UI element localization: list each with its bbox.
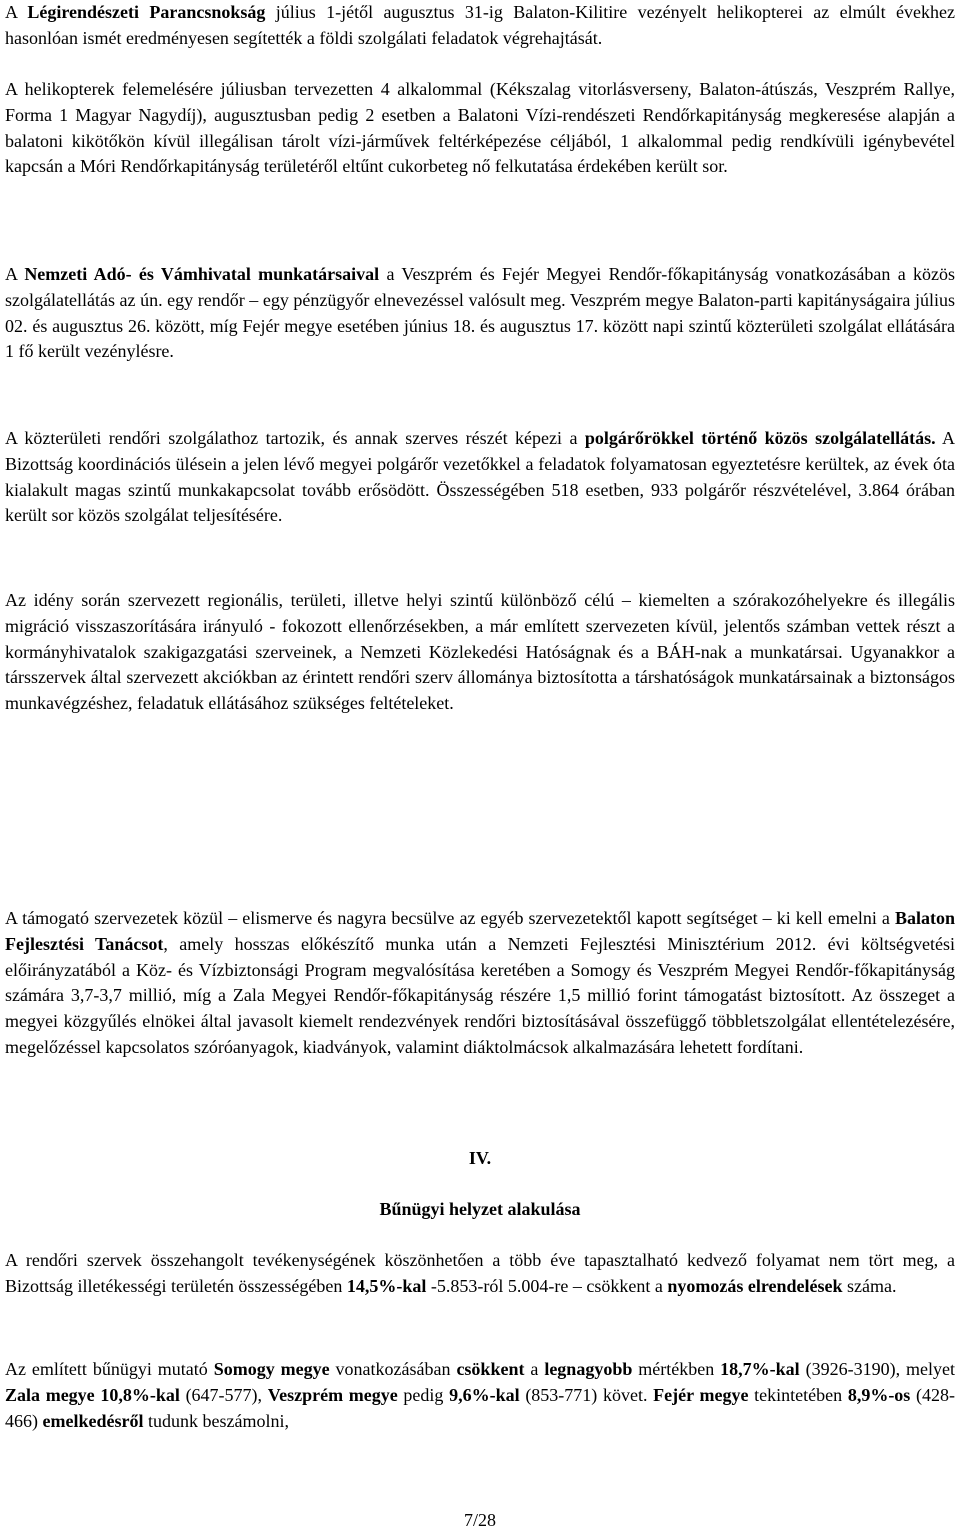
bold-text: legnagyobb — [544, 1359, 633, 1379]
bold-text: Fejér megye — [653, 1384, 749, 1405]
bold-text: nyomozás elrendelések — [667, 1275, 843, 1296]
section-title: Bűnügyi helyzet alakulása — [379, 1199, 581, 1219]
text-run: A közterületi rendőri szolgálathoz tartozik, és annak szerves részét képezi a — [5, 428, 585, 448]
paragraph-crime-trend — [5, 1248, 955, 1300]
bold-text: Zala megye 10,8%-kal — [5, 1384, 180, 1405]
text-run: A — [5, 264, 25, 284]
text-run: , amely hosszas előkészítő munka után a Nemzeti Fejlesztési Minisztérium 2012. évi költségvetési előirányzatából a Köz- és Vízbiztonsági Program megvalósítása keretében a Somogy és Veszprém Megyei Rendőr-főkapitányság számára 3,7-3,7 millió, míg a Zala Megyei Rendőr-főkapitányság részére 1,5 millió forint támogatást biztosított. Az összeget a megyei közgyűlés elnökei által javasolt kiemelt rendezvények rendőri biztosításával összefüggő többletszolgálat ellentételezésére, megelőzéssel kapcsolatos szóróanyagok, kiadványok, valamint diáktolmácsok alkalmazására lehetett fordítani. — [5, 933, 955, 1057]
text-run: A támogató szervezetek közül – elismerve és nagyra becsülve az egyéb szervezetektől kapott segítséget – ki kell emelni a — [5, 908, 895, 928]
bold-text: 9,6%-kal — [449, 1384, 520, 1405]
bold-text: Balaton Fejlesztési Tanácsot — [5, 908, 955, 954]
text-run: (3926-3190), melyet — [799, 1359, 956, 1379]
text-run: A — [5, 2, 28, 22]
bold-text: Nemzeti Adó- és Vámhivatal munkatársaival — [24, 264, 380, 284]
bold-text: 14,5%-kal — [346, 1275, 427, 1296]
bold-text: 18,7%-kal — [720, 1359, 800, 1379]
text-run: Az idény során szervezett regionális, területi, illetve helyi szintű különböző célú – kiemelten a szórakozóhelyekre és illegális migráció visszaszorítására irányuló - fokozott ellenőrzésekben, a már említett szervezeten kívül, jelentős számban vettek részt a kormányhivatalok szakigazgatási szerveinek, a Nemzeti Közlekedési Hatóságnak és a BÁH-nak a munkatársai. Ugyanakkor a társszervek által szervezett akciókban az érintett rendőri szerv állománya biztosította a társhatóságok munkatársainak a biztonságos munkavégzéshez, feladatuk ellátásához szükséges feltételeket. — [5, 590, 955, 714]
bold-text: 8,9%-os — [847, 1384, 911, 1405]
text-run: (647-577), — [179, 1384, 268, 1405]
paragraph-seasonal-inspections — [5, 588, 955, 717]
text-run: A rendőri szervek összehangolt tevékenységének köszönhetően a több éve tapasztalható kedvező folyamat nem tört meg, a Bizottság illetékességi területén összességében — [5, 1250, 955, 1296]
bold-text: emelkedésről — [42, 1410, 144, 1431]
paragraph-civil-guard-service — [5, 426, 955, 529]
paragraph-helicopter-deployments — [5, 77, 955, 180]
text-run: július 1-jétől augusztus 31-ig Balaton-Kilitire vezényelt helikopterei az elmúlt évekhez hasonlóan ismét eredményesen segítették a földi szolgálati feladatok végrehajtását. — [5, 2, 955, 48]
text-run: pedig — [397, 1384, 450, 1405]
text-run: vonatkozásában — [329, 1359, 457, 1379]
text-run: tekintetében — [748, 1384, 848, 1405]
text-run: mértékben — [632, 1359, 721, 1379]
text-run: (428-466) — [5, 1384, 955, 1431]
text-run: tudunk beszámolni, — [143, 1410, 289, 1431]
paragraph-helicopter-support — [5, 0, 955, 52]
text-run: száma. — [842, 1275, 897, 1296]
bold-text: polgárőrökkel történő közös szolgálatellátás. — [584, 428, 936, 448]
text-run: (853-771) követ. — [519, 1384, 654, 1405]
text-run: a — [524, 1359, 545, 1379]
text-run: A helikopterek felemelésére júliusban tervezetten 4 alkalommal (Kékszalag vitorlásverseny, Balaton-átúszás, Veszprém Rallye, Forma 1 Magyar Nagydíj), augusztusban pedig 2 esetben a Balatoni Vízi-rendészeti Rendőrkapitányság megkeresése alapján a balatoni kikötőkön kívül illegálisan tárolt vízi-járművek feltérképezése céljából, 1 alkalommal pedig rendkívüli igénybevétel kapcsán a Móri Rendőrkapitányság területéről eltűnt cukorbeteg nő felkutatása érdekében került sor. — [5, 79, 955, 177]
text-run: -5.853-ról 5.004-re – csökkent a — [426, 1275, 668, 1296]
section-number: IV. — [468, 1148, 492, 1168]
bold-text: Légirendészeti Parancsnokság — [27, 2, 266, 22]
paragraph-supporting-organizations — [5, 906, 955, 1061]
bold-text: Veszprém megye — [267, 1384, 398, 1405]
text-run: A Bizottság koordinációs ülésein a jelen lévő megyei polgárőr vezetőkkel a feladatok folyamatosan egyeztetésre kerültek, az évek óta kialakult magas szintű munkakapcsolat tovább erősödött. Összességében 518 esetben, 933 polgárőr részvételével, 3.864 órában került sor közös szolgálat teljesítésére. — [5, 428, 956, 526]
bold-text: Somogy megye — [213, 1359, 330, 1379]
text-run: Az említett bűnügyi mutató — [5, 1359, 214, 1379]
paragraph-nav-joint-service — [5, 262, 955, 365]
text-run: a Veszprém és Fejér Megyei Rendőr-főkapitányság vonatkozásában a közös szolgálatellátás az ún. egy rendőr – egy pénzügyőr elnevezéssel valósult meg. Veszprém megye Balaton-parti kapitányságaira július 02. és augusztus 26. között, míg Fejér megye esetében június 18. és augusztus 17. között napi szintű közterületi szolgálat ellátására 1 fő került vezénylésre. — [5, 264, 955, 362]
paragraph-county-statistics — [5, 1357, 955, 1434]
bold-text: csökkent — [456, 1359, 525, 1379]
page-number: 7/28 — [463, 1510, 496, 1530]
